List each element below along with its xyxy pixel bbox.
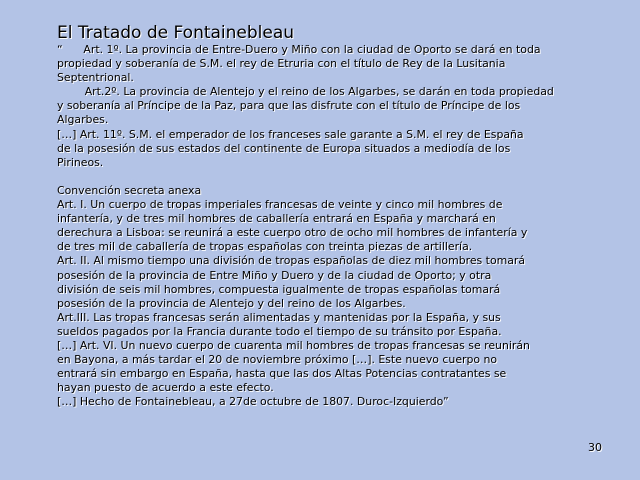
slide-title: El Tratado de Fontainebleau xyxy=(57,23,295,43)
text-line: Art.III. Las tropas francesas serán alimentadas y mantenidas por la España, y sus xyxy=(57,310,501,324)
text-line: hayan puesto de acuerdo a este efecto. xyxy=(57,381,274,395)
treaty-text xyxy=(57,43,617,409)
section-heading: Convención secreta anexa xyxy=(57,183,202,197)
text-line: infantería, y de tres mil hombres de caballería entrará en España y marchará en xyxy=(57,212,496,226)
text-line: de la posesión de sus estados del continente de Europa situados a mediodía de los xyxy=(57,141,511,155)
text-line: Art. II. Al mismo tiempo una división de tropas españolas de diez mil hombres tomará xyxy=(57,254,526,268)
text-line: sueldos pagados por la Francia durante todo el tiempo de su tránsito por España. xyxy=(57,324,502,338)
text-line: Pirineos. xyxy=(57,155,104,169)
text-line: Art. I. Un cuerpo de tropas imperiales francesas de veinte y cinco mil hombres de xyxy=(57,198,503,212)
text-line: entrará sin embargo en España, hasta que las dos Altas Potencias contratantes se xyxy=(57,367,507,381)
text-line: […] Art. 11º. S.M. el emperador de los franceses sale garante a S.M. el rey de España xyxy=(57,127,524,141)
text-line: Art.2º. La provincia de Alentejo y el reino de los Algarbes, se darán en toda propiedad xyxy=(57,85,554,99)
text-line: en Bayona, a más tardar el 20 de noviembre próximo […]. Este nuevo cuerpo no xyxy=(57,353,498,367)
text-line: posesión de la provincia de Entre Miño y Duero y de la ciudad de Oporto; y otra xyxy=(57,268,492,282)
text-line: […] Hecho de Fontainebleau, a 27de octubre de 1807. Duroc-Izquierdo” xyxy=(57,395,449,409)
text-line: y soberanía al Príncipe de la Paz, para que las disfrute con el título de Príncipe de los xyxy=(57,99,521,113)
text-line: Algarbes. xyxy=(57,113,109,127)
text-line: “ Art. 1º. La provincia de Entre-Duero y Miño con la ciudad de Oporto se dará en toda xyxy=(57,43,541,56)
text-line: propiedad y soberanía de S.M. el rey de Etruria con el título de Rey de la Lusitania xyxy=(57,57,506,71)
text-line: derechura a Lisboa: se reunirá a este cuerpo otro de ocho mil hombres de infantería y xyxy=(57,226,528,240)
text-line: […] Art. VI. Un nuevo cuerpo de cuarenta mil hombres de tropas francesas se reunirán xyxy=(57,338,530,352)
text-line: de tres mil de caballería de tropas españolas con treinta piezas de artillería. xyxy=(57,240,473,254)
text-line: división de seis mil hombres, compuesta igualmente de tropas españolas tomará xyxy=(57,282,501,296)
text-line: Septentrional. xyxy=(57,71,134,85)
page-number: 30 xyxy=(588,441,602,454)
text-line: posesión de la provincia de Alentejo y del reino de los Algarbes. xyxy=(57,296,406,310)
blank-line xyxy=(57,170,617,184)
